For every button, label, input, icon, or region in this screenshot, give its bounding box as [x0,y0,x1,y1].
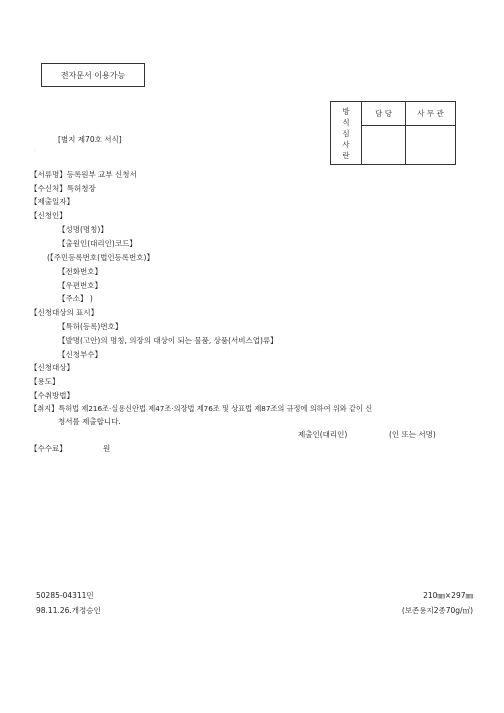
approval-side-label: 방 식 심 사 란 [331,102,362,165]
recipient-field: 【수신처】특허청장 [30,184,96,193]
form-number: [별지 제70호 서식] [58,135,122,144]
approval-header-staff: 담 당 [362,102,406,126]
approval-header-officer: 사 무 관 [406,102,456,126]
phone-field: 【전화번호】 [58,267,102,276]
electronic-doc-stamp [41,63,145,87]
footer-paper: (보존용지2종70g/㎡) [401,606,473,615]
stamp-text: 전자문서 이용가능 [60,70,126,80]
footer-code: 50285-04311민 [36,591,94,600]
target-display-field: 【신청대상의 표시】 [30,308,99,317]
intent-text-line2: 청서를 제출합니다. [58,417,121,426]
reg-number-field: (【주민등록번호(법인등록번호)】 [47,253,154,262]
invention-title-field: 【발명(고안)의 명칭, 의장의 대상이 되는 물품, 상품(서비스업)류】 [58,336,278,345]
mark-dot: · [34,148,36,154]
applicant-field: 【신청인】 [30,211,67,220]
request-target-field: 【신청대상】 [30,363,74,372]
purpose-field: 【용도】 [30,377,60,386]
footer-approved: 98.11.26.개정승인 [36,606,101,615]
approval-table [330,101,456,165]
fee-field: 【수수료】 [30,444,67,453]
name-field: 【성명(명칭)】 [58,225,108,234]
approval-sign-staff[interactable] [362,126,406,165]
patent-number-field: 【특허(등록)번호】 [58,322,123,331]
doc-name-field: 【서류명】등록원부 교부 신청서 [30,170,137,179]
fee-unit: 원 [103,444,111,453]
footer-size: 210㎜×297㎜ [423,591,473,600]
sign-label: (인 또는 서명) [389,430,436,439]
address-field: 【주소】 ) [58,294,93,303]
intent-text-line1: 【취지】특허법 제216조·실용신안법 제47조·의장법 제76조 및 상표법 제87조의 규정에 의하여 위와 같이 신 [30,404,373,413]
approval-sign-officer[interactable] [406,126,456,165]
submit-date-field: 【제출일자】 [30,197,74,206]
copies-field: 【신청부수】 [58,350,102,359]
receive-method-field: 【수취방법】 [30,391,74,400]
submitter-label: 제출인(대리인) [298,430,348,439]
agent-code-field: 【출원인(대리인)코드】 [58,239,137,248]
postal-code-field: 【우편번호】 [58,281,102,290]
